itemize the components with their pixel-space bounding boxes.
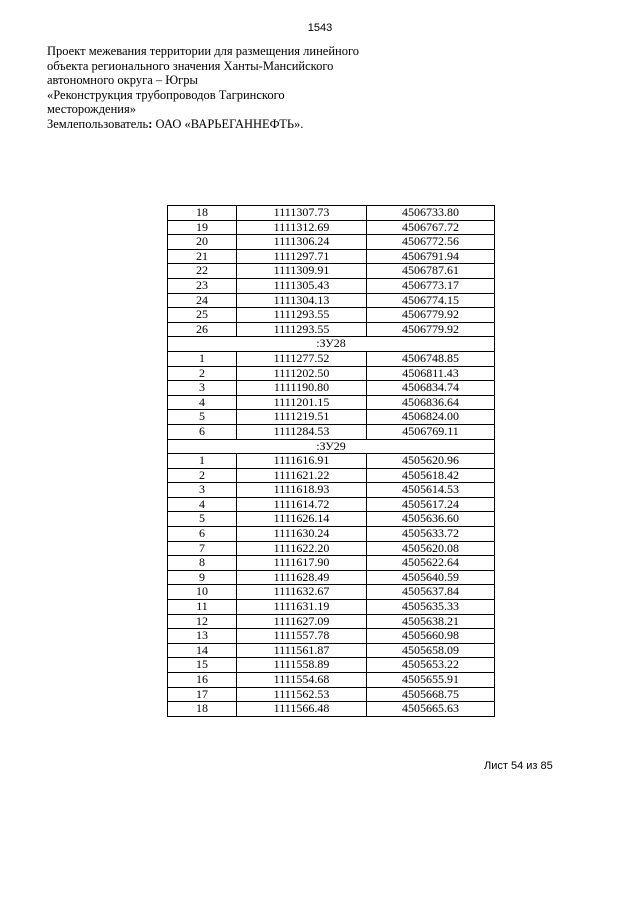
coordinates-table — [167, 205, 495, 717]
table-row — [168, 643, 495, 658]
section-label: :ЗУ28 — [168, 337, 495, 352]
table-row — [168, 206, 495, 221]
document-header — [47, 44, 377, 131]
header-line: «Реконструкция трубопроводов Тагринского — [47, 87, 285, 102]
x-coordinate-cell: 1111630.24 — [237, 527, 367, 542]
land-user-colon: : — [148, 116, 153, 131]
table-row — [168, 454, 495, 469]
y-coordinate-cell: 4506769.11 — [367, 424, 495, 439]
y-coordinate-cell: 4506791.94 — [367, 249, 495, 264]
x-coordinate-cell: 1111554.68 — [237, 673, 367, 688]
x-coordinate-cell: 1111627.09 — [237, 614, 367, 629]
y-coordinate-cell: 4505636.60 — [367, 512, 495, 527]
table-row — [168, 600, 495, 615]
section-row — [168, 337, 495, 352]
y-coordinate-cell: 4506834.74 — [367, 381, 495, 396]
x-coordinate-cell: 1111557.78 — [237, 629, 367, 644]
point-number-cell: 22 — [168, 264, 237, 279]
table-row — [168, 395, 495, 410]
y-coordinate-cell: 4506811.43 — [367, 366, 495, 381]
x-coordinate-cell: 1111305.43 — [237, 278, 367, 293]
point-number-cell: 16 — [168, 673, 237, 688]
sheet-counter: Лист 54 из 85 — [484, 760, 553, 772]
y-coordinate-cell: 4506787.61 — [367, 264, 495, 279]
x-coordinate-cell: 1111306.24 — [237, 235, 367, 250]
y-coordinate-cell: 4506779.92 — [367, 308, 495, 323]
point-number-cell: 2 — [168, 366, 237, 381]
point-number-cell: 6 — [168, 424, 237, 439]
y-coordinate-cell: 4505637.84 — [367, 585, 495, 600]
x-coordinate-cell: 1111631.19 — [237, 600, 367, 615]
y-coordinate-cell: 4505665.63 — [367, 702, 495, 717]
y-coordinate-cell: 4506779.92 — [367, 322, 495, 337]
table-row — [168, 308, 495, 323]
point-number-cell: 18 — [168, 702, 237, 717]
x-coordinate-cell: 1111617.90 — [237, 556, 367, 571]
y-coordinate-cell: 4506748.85 — [367, 351, 495, 366]
header-line: объекта регионального значения Ханты-Мансийского — [47, 58, 334, 73]
table-row — [168, 585, 495, 600]
x-coordinate-cell: 1111562.53 — [237, 687, 367, 702]
point-number-cell: 18 — [168, 206, 237, 221]
table-row — [168, 702, 495, 717]
land-user-label: Землепользователь — [47, 116, 149, 131]
x-coordinate-cell: 1111304.13 — [237, 293, 367, 308]
header-line: Проект межевания территории для размещения линейного — [47, 44, 360, 58]
y-coordinate-cell: 4506767.72 — [367, 220, 495, 235]
header-line: автономного округа – Югры — [47, 73, 198, 87]
point-number-cell: 13 — [168, 629, 237, 644]
x-coordinate-cell: 1111293.55 — [237, 322, 367, 337]
point-number-cell: 9 — [168, 570, 237, 585]
x-coordinate-cell: 1111618.93 — [237, 483, 367, 498]
x-coordinate-cell: 1111309.91 — [237, 264, 367, 279]
y-coordinate-cell: 4505660.98 — [367, 629, 495, 644]
x-coordinate-cell: 1111616.91 — [237, 454, 367, 469]
section-label: :ЗУ29 — [168, 439, 495, 454]
y-coordinate-cell: 4505617.24 — [367, 497, 495, 512]
y-coordinate-cell: 4506773.17 — [367, 278, 495, 293]
point-number-cell: 7 — [168, 541, 237, 556]
x-coordinate-cell: 1111307.73 — [237, 206, 367, 221]
table-row — [168, 483, 495, 498]
x-coordinate-cell: 1111312.69 — [237, 220, 367, 235]
point-number-cell: 1 — [168, 351, 237, 366]
table-row — [168, 687, 495, 702]
land-user-line — [47, 117, 377, 132]
point-number-cell: 23 — [168, 278, 237, 293]
x-coordinate-cell: 1111632.67 — [237, 585, 367, 600]
x-coordinate-cell: 1111628.49 — [237, 570, 367, 585]
x-coordinate-cell: 1111219.51 — [237, 410, 367, 425]
table-row — [168, 424, 495, 439]
point-number-cell: 10 — [168, 585, 237, 600]
y-coordinate-cell: 4506824.00 — [367, 410, 495, 425]
x-coordinate-cell: 1111621.22 — [237, 468, 367, 483]
y-coordinate-cell: 4505658.09 — [367, 643, 495, 658]
y-coordinate-cell: 4505620.96 — [367, 454, 495, 469]
table-row — [168, 293, 495, 308]
y-coordinate-cell: 4505655.91 — [367, 673, 495, 688]
page-number: 1543 — [307, 22, 333, 34]
point-number-cell: 21 — [168, 249, 237, 264]
point-number-cell: 2 — [168, 468, 237, 483]
point-number-cell: 5 — [168, 410, 237, 425]
table-row — [168, 220, 495, 235]
y-coordinate-cell: 4506836.64 — [367, 395, 495, 410]
x-coordinate-cell: 1111558.89 — [237, 658, 367, 673]
point-number-cell: 24 — [168, 293, 237, 308]
point-number-cell: 19 — [168, 220, 237, 235]
land-user-value: ОАО «ВАРЬЕГАННЕФТЬ». — [152, 116, 304, 131]
point-number-cell: 4 — [168, 497, 237, 512]
x-coordinate-cell: 1111284.53 — [237, 424, 367, 439]
table-row — [168, 527, 495, 542]
table-row — [168, 322, 495, 337]
table-row — [168, 235, 495, 250]
point-number-cell: 11 — [168, 600, 237, 615]
table-row — [168, 468, 495, 483]
point-number-cell: 1 — [168, 454, 237, 469]
x-coordinate-cell: 1111561.87 — [237, 643, 367, 658]
y-coordinate-cell: 4506733.80 — [367, 206, 495, 221]
table-row — [168, 278, 495, 293]
y-coordinate-cell: 4505633.72 — [367, 527, 495, 542]
table-row — [168, 366, 495, 381]
point-number-cell: 25 — [168, 308, 237, 323]
x-coordinate-cell: 1111202.50 — [237, 366, 367, 381]
table-row — [168, 264, 495, 279]
x-coordinate-cell: 1111622.20 — [237, 541, 367, 556]
table-row — [168, 570, 495, 585]
table-row — [168, 381, 495, 396]
point-number-cell: 12 — [168, 614, 237, 629]
point-number-cell: 6 — [168, 527, 237, 542]
table-row — [168, 512, 495, 527]
point-number-cell: 5 — [168, 512, 237, 527]
point-number-cell: 4 — [168, 395, 237, 410]
section-row — [168, 439, 495, 454]
y-coordinate-cell: 4505653.22 — [367, 658, 495, 673]
table-row — [168, 658, 495, 673]
point-number-cell: 17 — [168, 687, 237, 702]
y-coordinate-cell: 4506772.56 — [367, 235, 495, 250]
x-coordinate-cell: 1111201.15 — [237, 395, 367, 410]
table-row — [168, 673, 495, 688]
point-number-cell: 3 — [168, 483, 237, 498]
header-line: месторождения» — [47, 102, 136, 116]
point-number-cell: 26 — [168, 322, 237, 337]
x-coordinate-cell: 1111626.14 — [237, 512, 367, 527]
point-number-cell: 20 — [168, 235, 237, 250]
point-number-cell: 8 — [168, 556, 237, 571]
y-coordinate-cell: 4505635.33 — [367, 600, 495, 615]
y-coordinate-cell: 4505638.21 — [367, 614, 495, 629]
point-number-cell: 3 — [168, 381, 237, 396]
x-coordinate-cell: 1111614.72 — [237, 497, 367, 512]
table-row — [168, 629, 495, 644]
table-row — [168, 410, 495, 425]
y-coordinate-cell: 4505668.75 — [367, 687, 495, 702]
point-number-cell: 14 — [168, 643, 237, 658]
y-coordinate-cell: 4505618.42 — [367, 468, 495, 483]
x-coordinate-cell: 1111277.52 — [237, 351, 367, 366]
y-coordinate-cell: 4505620.08 — [367, 541, 495, 556]
table-row — [168, 541, 495, 556]
table-row — [168, 351, 495, 366]
y-coordinate-cell: 4506774.15 — [367, 293, 495, 308]
table-row — [168, 249, 495, 264]
x-coordinate-cell: 1111293.55 — [237, 308, 367, 323]
point-number-cell: 15 — [168, 658, 237, 673]
y-coordinate-cell: 4505622.64 — [367, 556, 495, 571]
table-row — [168, 556, 495, 571]
x-coordinate-cell: 1111297.71 — [237, 249, 367, 264]
y-coordinate-cell: 4505640.59 — [367, 570, 495, 585]
table-row — [168, 497, 495, 512]
x-coordinate-cell: 1111190.80 — [237, 381, 367, 396]
y-coordinate-cell: 4505614.53 — [367, 483, 495, 498]
table-row — [168, 614, 495, 629]
x-coordinate-cell: 1111566.48 — [237, 702, 367, 717]
